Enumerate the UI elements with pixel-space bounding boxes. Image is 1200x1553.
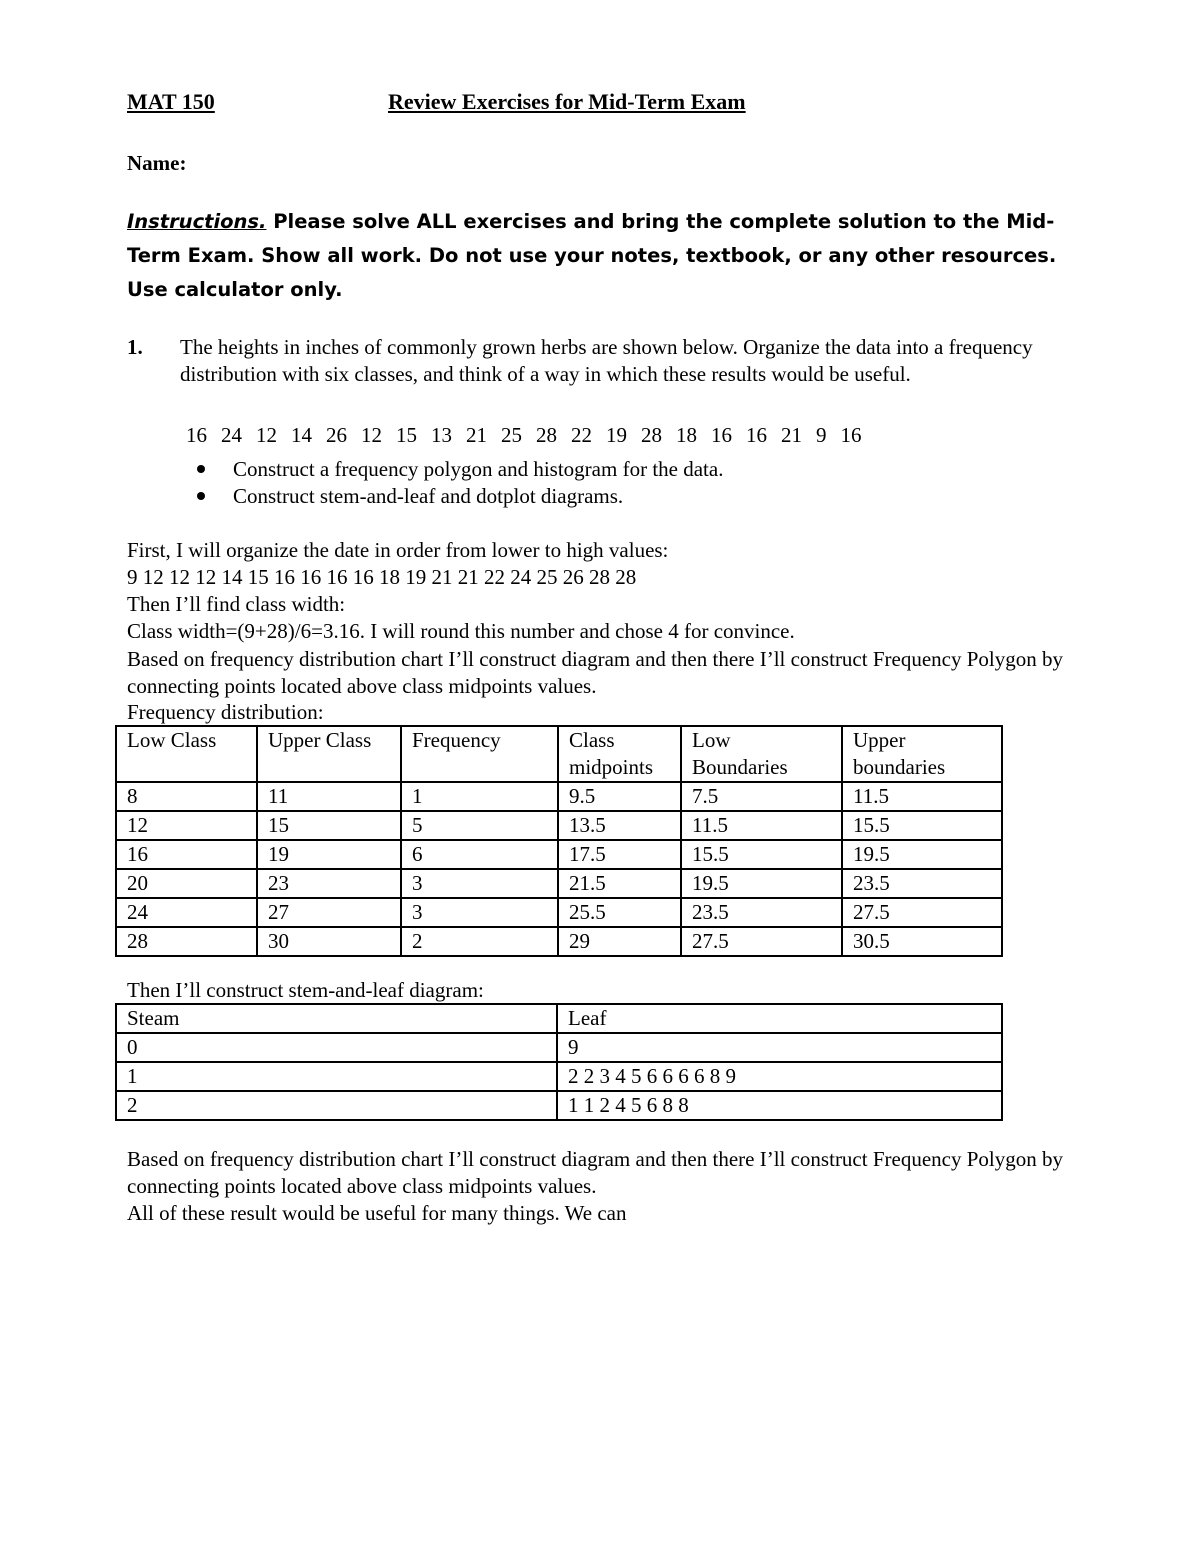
name-label: Name: — [127, 151, 187, 175]
data-value: 12 — [361, 423, 382, 447]
data-value: 9 — [816, 423, 827, 447]
table-cell: 0 — [116, 1033, 557, 1062]
table-header-cell: Leaf — [557, 1004, 1002, 1033]
table-cell: 12 — [116, 811, 257, 840]
table-row — [116, 811, 1002, 840]
document-title: Review Exercises for Mid-Term Exam — [388, 89, 746, 114]
table-header-cell: Class midpoints — [558, 726, 681, 782]
table-cell: 25.5 — [558, 898, 681, 927]
table-cell: 9.5 — [558, 782, 681, 811]
answer-paragraph: Based on frequency distribution chart I’ll construct diagram and then there I’ll construct Frequency Polygon by connecting points located above class midpoints values. — [127, 647, 1063, 698]
table-cell: 21.5 — [558, 869, 681, 898]
table-cell: 8 — [116, 782, 257, 811]
stem-leaf-caption: Then I’ll construct stem-and-leaf diagram: — [127, 978, 484, 1002]
table-cell: 15.5 — [842, 811, 1002, 840]
data-value: 14 — [291, 423, 312, 447]
table-header-cell: Steam — [116, 1004, 557, 1033]
table-header-cell: Upper boundaries — [842, 726, 1002, 782]
table-cell: 1 — [401, 782, 558, 811]
table-cell: 1 1 2 4 5 6 8 8 — [557, 1091, 1002, 1120]
course-code: MAT 150 — [127, 89, 215, 114]
data-value: 16 — [746, 423, 767, 447]
data-value: 13 — [431, 423, 452, 447]
table-header-row — [116, 1004, 1002, 1033]
table-header-row — [116, 726, 1002, 782]
table-row — [116, 869, 1002, 898]
table-cell: 3 — [401, 869, 558, 898]
table-cell: 19.5 — [681, 869, 842, 898]
table-cell: 23.5 — [681, 898, 842, 927]
table-cell: 29 — [558, 927, 681, 956]
table-cell: 6 — [401, 840, 558, 869]
table-header-cell: Frequency — [401, 726, 558, 782]
table-cell: 19.5 — [842, 840, 1002, 869]
table-cell: 1 — [116, 1062, 557, 1091]
question-1 — [127, 334, 1067, 388]
table-cell: 11.5 — [681, 811, 842, 840]
data-value: 15 — [396, 423, 417, 447]
data-value: 21 — [781, 423, 802, 447]
table-cell: 9 — [557, 1033, 1002, 1062]
task-text: Construct a frequency polygon and histogram for the data. — [233, 457, 724, 481]
data-value: 28 — [536, 423, 557, 447]
data-value: 18 — [676, 423, 697, 447]
data-value: 16 — [840, 423, 862, 447]
table-cell: 27.5 — [842, 898, 1002, 927]
table-cell: 27.5 — [681, 927, 842, 956]
table-header-cell: Low Class — [116, 726, 257, 782]
table-row — [116, 782, 1002, 811]
table-cell: 16 — [116, 840, 257, 869]
question-number: 1. — [127, 335, 143, 359]
table-cell: 7.5 — [681, 782, 842, 811]
instructions-text: Please solve ALL exercises and bring the complete solution to the Mid-Term Exam. Show all work. Do not use your notes, textbook, or any other resources. Use calculator only. — [127, 210, 1057, 301]
table-header-cell: Upper Class — [257, 726, 401, 782]
data-value: 25 — [501, 423, 522, 447]
table-cell: 15 — [257, 811, 401, 840]
table-cell: 2 2 3 4 5 6 6 6 6 8 9 — [557, 1062, 1002, 1091]
table-cell: 30.5 — [842, 927, 1002, 956]
task-item — [197, 483, 723, 510]
table-cell: 11 — [257, 782, 401, 811]
table-row — [116, 898, 1002, 927]
answer-paragraph: First, I will organize the date in order from lower to high values: — [127, 538, 669, 562]
table-cell: 5 — [401, 811, 558, 840]
instructions-lead: Instructions. — [127, 210, 267, 233]
data-value: 16 — [186, 423, 207, 447]
stem-leaf-table — [115, 1003, 1003, 1121]
table-cell: 27 — [257, 898, 401, 927]
table-header-cell: Low Boundaries — [681, 726, 842, 782]
question-text: The heights in inches of commonly grown herbs are shown below. Organize the data into a frequency distribution with six classes, and think of a way in which these results would be useful. — [180, 335, 1033, 386]
table-cell: 20 — [116, 869, 257, 898]
answer-paragraph: Based on frequency distribution chart I’ll construct diagram and then there I’ll construct Frequency Polygon by connecting points located above class midpoints values. — [127, 1147, 1063, 1198]
table-cell: 13.5 — [558, 811, 681, 840]
task-list — [197, 456, 723, 510]
frequency-table — [115, 725, 1003, 957]
instructions — [127, 205, 1072, 307]
table-cell: 11.5 — [842, 782, 1002, 811]
bullet-icon — [197, 465, 205, 473]
table-cell: 17.5 — [558, 840, 681, 869]
table-row — [116, 840, 1002, 869]
table-cell: 2 — [116, 1091, 557, 1120]
data-value: 28 — [641, 423, 662, 447]
data-values — [186, 422, 876, 449]
answer-paragraph: Class width=(9+28)/6=3.16. I will round this number and chose 4 for convince. — [127, 619, 795, 643]
table-cell: 3 — [401, 898, 558, 927]
answer-paragraph: Then I’ll find class width: — [127, 592, 346, 616]
bullet-icon — [197, 492, 205, 500]
table-cell: 28 — [116, 927, 257, 956]
task-item — [197, 456, 723, 483]
table-cell: 15.5 — [681, 840, 842, 869]
task-text: Construct stem-and-leaf and dotplot diagrams. — [233, 484, 624, 508]
table-cell: 2 — [401, 927, 558, 956]
data-value: 26 — [326, 423, 347, 447]
data-value: 21 — [466, 423, 487, 447]
table-row — [116, 1091, 1002, 1120]
table-row — [116, 927, 1002, 956]
table-row — [116, 1062, 1002, 1091]
table-cell: 23 — [257, 869, 401, 898]
table-cell: 23.5 — [842, 869, 1002, 898]
frequency-caption: Frequency distribution: — [127, 700, 324, 724]
table-cell: 19 — [257, 840, 401, 869]
table-row — [116, 1033, 1002, 1062]
table-cell: 24 — [116, 898, 257, 927]
data-value: 24 — [221, 423, 242, 447]
sorted-data: 9 12 12 12 14 15 16 16 16 16 18 19 21 21 22 24 25 26 28 28 — [127, 565, 637, 589]
answer-paragraph: All of these result would be useful for many things. We can — [127, 1201, 627, 1225]
table-cell: 30 — [257, 927, 401, 956]
data-value: 19 — [606, 423, 627, 447]
data-value: 22 — [571, 423, 592, 447]
data-value: 16 — [711, 423, 732, 447]
data-value: 12 — [256, 423, 277, 447]
